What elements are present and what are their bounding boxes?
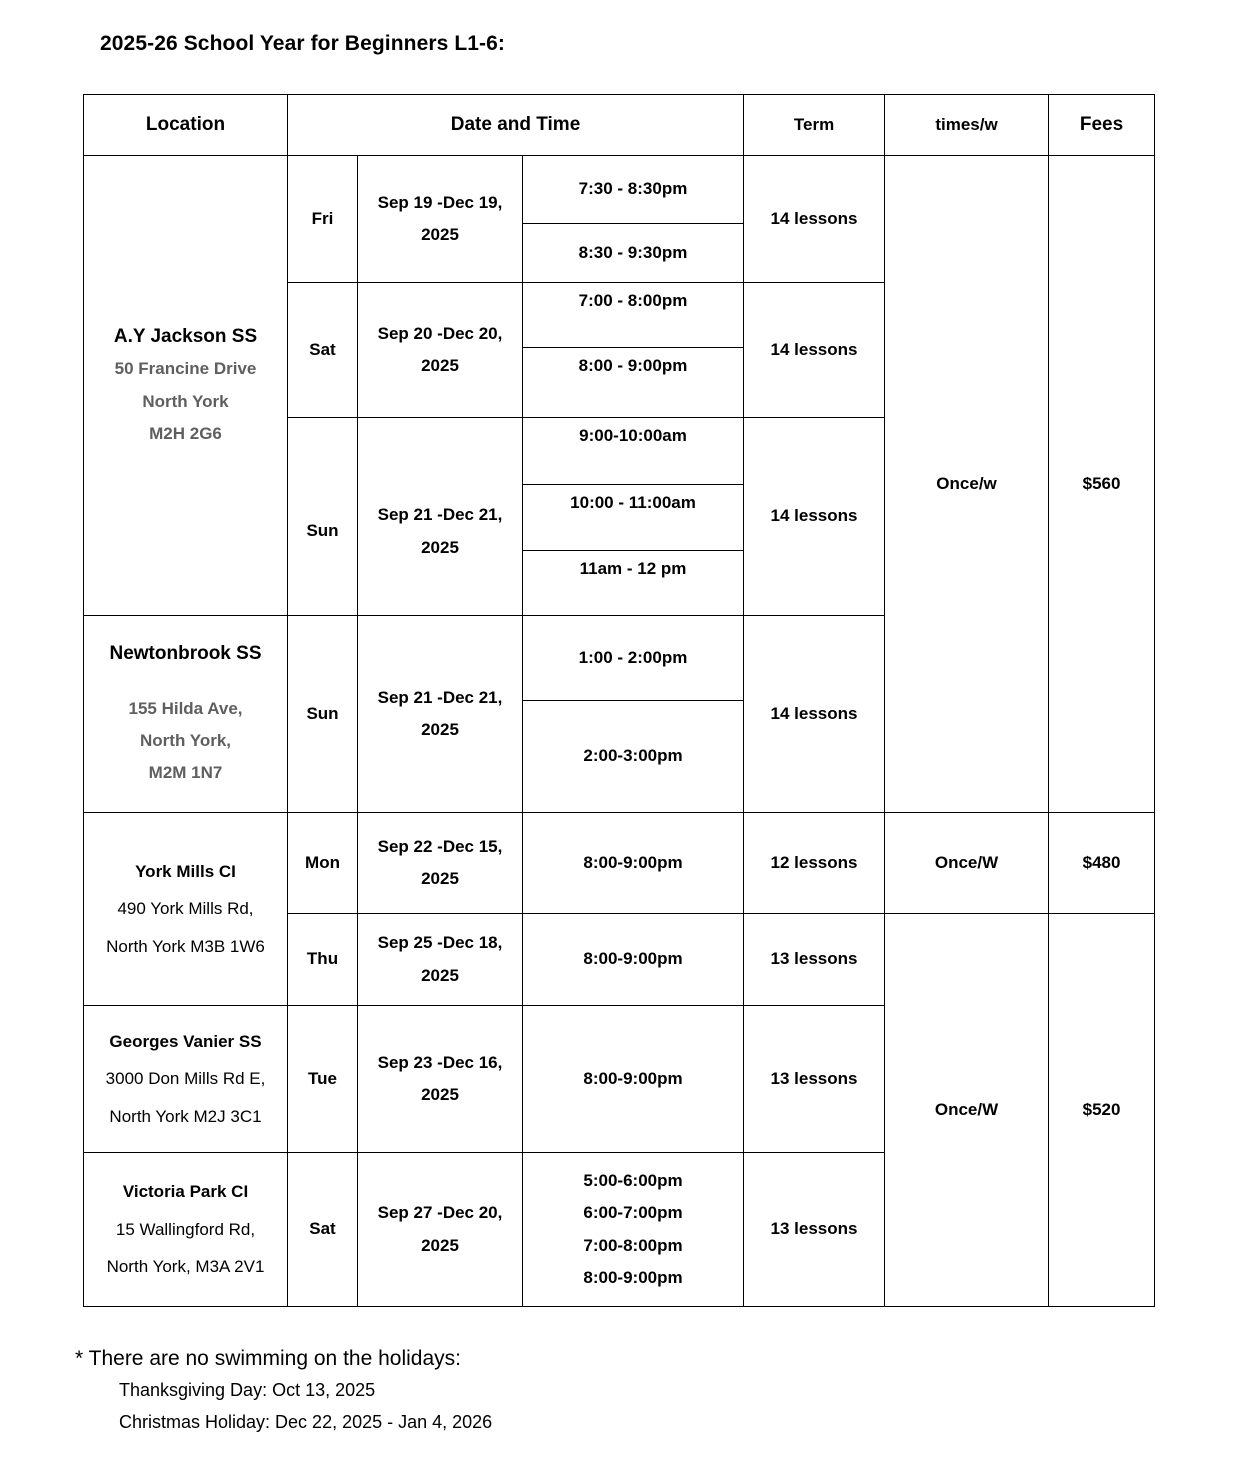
time-slot-cell: 8:30 - 9:30pm [523,224,744,283]
time-slot-cell: 11am - 12 pm [523,551,744,616]
term-cell: 14 lessons [744,418,885,616]
page-title: 2025-26 School Year for Beginners L1-6: [100,32,506,55]
location-spacer [84,671,287,693]
date-range-line: 2025 [421,869,459,888]
location-address-line: M2H 2G6 [149,423,222,443]
time-slot-line: 7:00-8:00pm [583,1235,683,1255]
location-address-line: 490 York Mills Rd, [117,899,254,919]
date-range-cell [358,914,523,1006]
date-range-line: 2025 [421,1235,459,1255]
time-slot-cell: 2:00-3:00pm [523,701,744,813]
time-slot-line: 8:00-9:00pm [583,1267,683,1287]
term-cell: 13 lessons [744,914,885,1006]
day-cell: Thu [288,914,358,1006]
term-cell: 13 lessons [744,1153,885,1307]
holiday-note-heading: * There are no swimming on the holidays: [75,1347,461,1370]
date-range-line: Sep 21 -Dec 21, [377,505,503,525]
date-range-line: 2025 [421,537,459,557]
date-range-line: 2025 [421,225,459,244]
location-address-line: North York M3B 1W6 [106,936,265,956]
table-row [84,156,1155,224]
location-cell-ay-jackson [84,156,288,616]
location-address-line: 50 Francine Drive [114,359,257,379]
time-slot-cell: 9:00-10:00am [523,418,744,485]
frequency-cell: Once/W [885,914,1049,1307]
date-range-cell [358,813,523,914]
holiday-note-item: Thanksgiving Day: Oct 13, 2025 [119,1380,376,1400]
time-slot-cell: 7:00 - 8:00pm [523,283,744,348]
term-cell: 12 lessons [744,813,885,914]
date-range-line: Sep 23 -Dec 16, [377,1052,503,1072]
time-slot-cell: 8:00-9:00pm [523,1006,744,1153]
day-cell: Mon [288,813,358,914]
location-address-line: North York, M3A 2V1 [106,1257,265,1277]
date-range-line: Sep 22 -Dec 15, [377,836,503,856]
day-cell: Sun [288,418,358,616]
date-range-cell [358,1006,523,1153]
date-range-line: Sep 21 -Dec 21, [377,687,503,707]
day-cell: Fri [288,156,358,283]
time-slot-cell: 8:00-9:00pm [523,914,744,1006]
location-name: A.Y Jackson SS [113,325,258,347]
location-address-line: North York [142,391,229,411]
date-range-line: Sep 20 -Dec 20, [377,323,503,343]
fee-cell: $560 [1049,156,1155,813]
date-range-line: Sep 25 -Dec 18, [377,933,503,953]
frequency-cell: Once/W [885,813,1049,914]
time-slot-cell: 10:00 - 11:00am [523,485,744,551]
time-slot-cell: 8:00 - 9:00pm [523,348,744,418]
frequency-cell: Once/w [885,156,1049,813]
date-range-cell [358,418,523,616]
fee-cell: $480 [1049,813,1155,914]
header-date-time: Date and Time [288,95,744,156]
day-cell: Sun [288,616,358,813]
date-range-cell [358,156,523,283]
date-range-line: Sep 27 -Dec 20, [377,1203,503,1223]
date-range-cell [358,283,523,418]
location-name: Newtonbrook SS [109,643,262,665]
location-address-line: North York, [140,731,231,750]
day-cell: Sat [288,283,358,418]
header-row [84,95,1155,156]
time-slot-cell [523,1153,744,1307]
location-cell-york-mills [84,813,288,1006]
location-name: Victoria Park CI [122,1182,249,1202]
date-range-cell [358,1153,523,1307]
date-range-cell [358,616,523,813]
fee-cell: $520 [1049,914,1155,1307]
date-range-line: 2025 [421,1085,459,1104]
location-cell-georges-vanier [84,1006,288,1153]
time-slot-cell: 7:30 - 8:30pm [523,156,744,224]
date-range-line: 2025 [421,356,459,375]
time-slot-line: 6:00-7:00pm [583,1203,683,1223]
term-cell: 13 lessons [744,1006,885,1153]
header-location: Location [84,95,288,156]
date-range-line: 2025 [421,720,459,739]
location-address-line: M2M 1N7 [148,763,223,783]
schedule-table [83,94,1155,1307]
table-row [84,813,1155,914]
date-range-line: 2025 [421,965,459,985]
time-slot-cell: 1:00 - 2:00pm [523,616,744,701]
term-cell: 14 lessons [744,283,885,418]
location-name: Georges Vanier SS [109,1031,262,1051]
day-cell: Sat [288,1153,358,1307]
holiday-note-item: Christmas Holiday: Dec 22, 2025 - Jan 4, 2026 [119,1412,493,1432]
header-times-per-week: times/w [885,95,1049,156]
date-range-line: Sep 19 -Dec 19, [377,192,503,212]
location-address-line: North York M2J 3C1 [109,1106,262,1126]
location-address-line: 15 Wallingford Rd, [115,1219,256,1239]
header-term: Term [744,95,885,156]
location-address-line: 3000 Don Mills Rd E, [105,1069,266,1089]
location-name: York Mills CI [135,861,236,881]
term-cell: 14 lessons [744,616,885,813]
header-fees: Fees [1049,95,1155,156]
location-cell-victoria-park [84,1153,288,1307]
time-slot-cell: 8:00-9:00pm [523,813,744,914]
location-cell-newtonbrook [84,616,288,813]
time-slot-line: 5:00-6:00pm [583,1170,683,1190]
holiday-notes [75,1344,492,1438]
day-cell: Tue [288,1006,358,1153]
term-cell: 14 lessons [744,156,885,283]
location-address-line: 155 Hilda Ave, [128,698,243,718]
